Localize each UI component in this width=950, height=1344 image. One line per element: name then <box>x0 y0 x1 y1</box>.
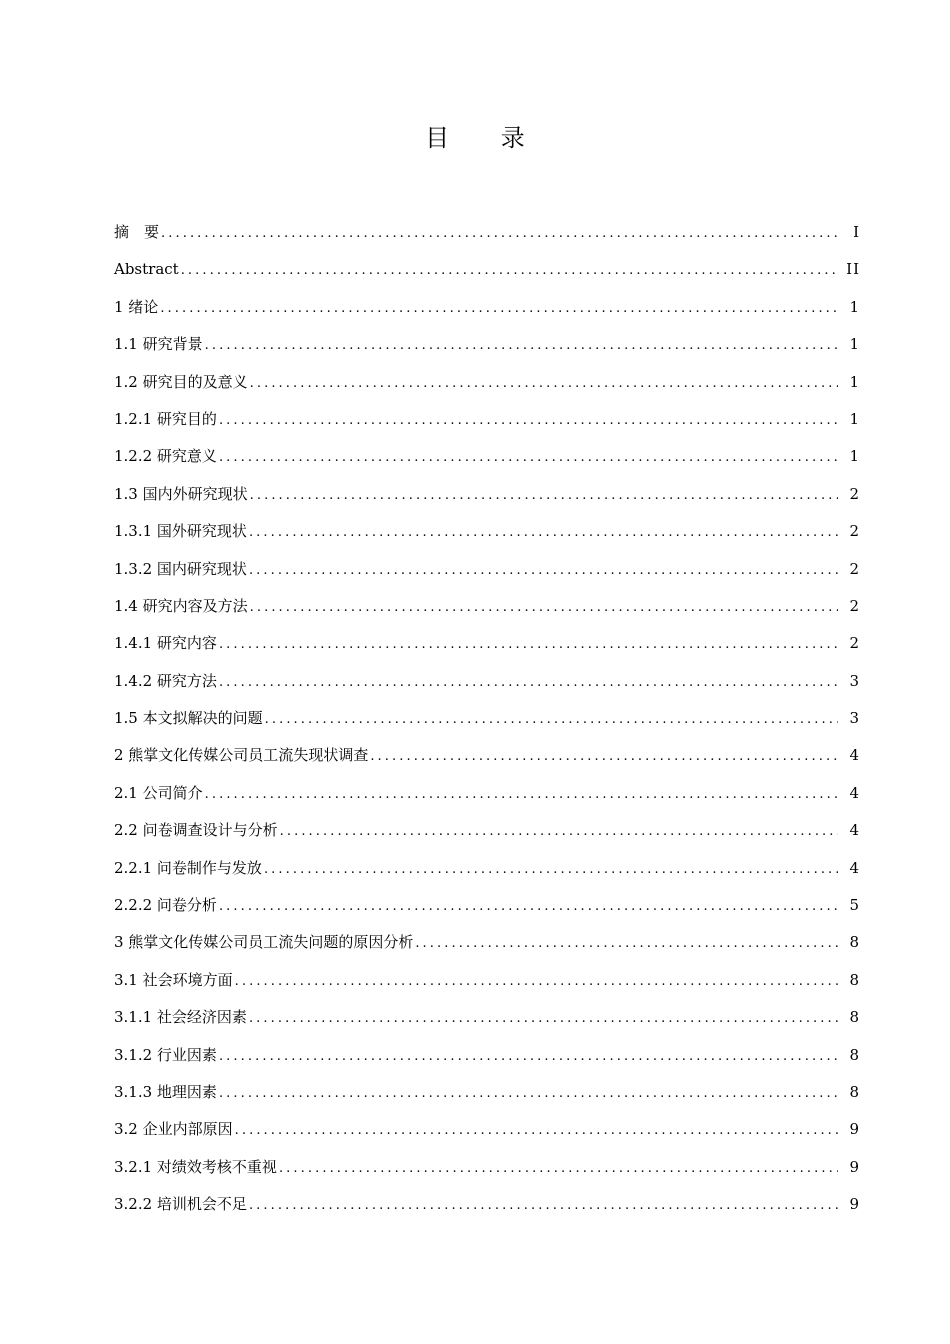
toc-entry[interactable] <box>114 625 860 662</box>
toc-dot-leader <box>280 813 838 850</box>
toc-entry-page: 2 <box>849 522 860 541</box>
toc-entry-page: 2 <box>849 596 860 615</box>
toc-entry-page: 4 <box>849 858 860 877</box>
toc-entry[interactable] <box>114 251 860 288</box>
toc-entry[interactable] <box>114 1149 860 1186</box>
toc-entry-page: I <box>853 223 860 241</box>
toc-entry-label: 1.1 研究背景 <box>114 335 203 354</box>
toc-dot-leader <box>219 664 838 701</box>
toc-dot-leader <box>205 776 838 813</box>
toc-entry[interactable] <box>114 962 860 999</box>
toc-dot-leader <box>235 963 838 1000</box>
toc-entry-label: 3.1 社会环境方面 <box>114 970 233 989</box>
toc-entry[interactable] <box>114 663 860 700</box>
toc-entry[interactable] <box>114 1186 860 1223</box>
toc-dot-leader <box>219 439 838 476</box>
toc-entry[interactable] <box>114 289 860 326</box>
toc-entry-label: Abstract <box>114 260 179 279</box>
toc-dot-leader <box>219 1075 838 1112</box>
toc-dot-leader <box>265 701 838 738</box>
toc-entry-label: 1.2.2 研究意义 <box>114 447 217 466</box>
toc-entry-label: 1.2 研究目的及意义 <box>114 372 248 391</box>
toc-entry[interactable] <box>114 513 860 550</box>
toc-dot-leader <box>249 552 838 589</box>
toc-entry-label: 3.1.3 地理因素 <box>114 1082 217 1101</box>
toc-entry-page: 1 <box>849 297 860 316</box>
toc-entry-label: 2.2.1 问卷制作与发放 <box>114 858 262 877</box>
toc-entry[interactable] <box>114 850 860 887</box>
toc-entry-page: 8 <box>849 1008 860 1027</box>
toc-entry-label: 1.4.2 研究方法 <box>114 671 217 690</box>
toc-dot-leader <box>250 589 838 626</box>
toc-entry-label: 1.4.1 研究内容 <box>114 634 217 653</box>
toc-entry[interactable] <box>114 326 860 363</box>
toc-entry-label: 1.3.2 国内研究现状 <box>114 559 247 578</box>
toc-dot-leader <box>219 1038 838 1075</box>
toc-entry-page: 8 <box>849 1045 860 1064</box>
toc-entry[interactable] <box>114 737 860 774</box>
toc-entry-label: 1.2.1 研究目的 <box>114 409 217 428</box>
toc-entry-label: 3.2 企业内部原因 <box>114 1120 233 1139</box>
toc-entry-label: 1.5 本文拟解决的问题 <box>114 709 263 728</box>
toc-entry-label: 2 熊掌文化传媒公司员工流失现状调查 <box>114 746 369 765</box>
toc-entry[interactable] <box>114 364 860 401</box>
toc-dot-leader <box>249 1000 838 1037</box>
toc-dot-leader <box>249 1187 838 1224</box>
toc-entry[interactable] <box>114 214 860 251</box>
toc-dot-leader <box>160 290 838 327</box>
toc-entry-page: 2 <box>849 559 860 578</box>
toc-dot-leader <box>219 888 838 925</box>
toc-entry-label: 3 熊掌文化传媒公司员工流失问题的原因分析 <box>114 933 414 952</box>
toc-entry[interactable] <box>114 924 860 961</box>
toc-entry[interactable] <box>114 700 860 737</box>
toc-dot-leader <box>415 925 838 962</box>
toc-entry-page: 9 <box>849 1195 860 1214</box>
toc-entry[interactable] <box>114 999 860 1036</box>
toc-entry-page: 9 <box>849 1157 860 1176</box>
toc-entry[interactable] <box>114 775 860 812</box>
toc-entry-page: 4 <box>849 821 860 840</box>
toc-dot-leader <box>235 1112 838 1149</box>
toc-entry-page: 2 <box>849 634 860 653</box>
toc-entry[interactable] <box>114 476 860 513</box>
toc-entry-label: 1.3 国内外研究现状 <box>114 484 248 503</box>
toc-entry-page: II <box>846 260 860 279</box>
toc-dot-leader <box>250 477 838 514</box>
toc-dot-leader <box>181 252 838 289</box>
toc-entry[interactable] <box>114 812 860 849</box>
toc-entry-label: 2.2.2 问卷分析 <box>114 896 217 915</box>
toc-entry-page: 8 <box>849 933 860 952</box>
toc-entry-label: 3.1.1 社会经济因素 <box>114 1008 247 1027</box>
toc-dot-leader <box>205 327 838 364</box>
toc-entry-label: 2.1 公司简介 <box>114 783 203 802</box>
page-title: 目 录 <box>425 124 547 152</box>
toc-entry-page: 4 <box>849 783 860 802</box>
toc-entry-label: 3.2.2 培训机会不足 <box>114 1195 247 1214</box>
toc-dot-leader <box>370 738 838 775</box>
toc-dot-leader <box>279 1150 838 1187</box>
toc-entry[interactable] <box>114 438 860 475</box>
toc-entry-page: 3 <box>849 671 860 690</box>
table-of-contents <box>114 214 860 1224</box>
toc-dot-leader <box>250 365 838 402</box>
toc-entry[interactable] <box>114 887 860 924</box>
toc-entry[interactable] <box>114 1074 860 1111</box>
toc-entry-label: 2.2 问卷调查设计与分析 <box>114 821 278 840</box>
toc-entry-page: 8 <box>849 970 860 989</box>
toc-entry[interactable] <box>114 1111 860 1148</box>
toc-entry-page: 1 <box>849 409 860 428</box>
toc-entry-label: 1.3.1 国外研究现状 <box>114 522 247 541</box>
toc-entry-label: 1 绪论 <box>114 297 159 316</box>
toc-entry-label: 3.1.2 行业因素 <box>114 1045 217 1064</box>
toc-entry-page: 8 <box>849 1082 860 1101</box>
toc-dot-leader <box>219 626 838 663</box>
toc-dot-leader <box>249 514 838 551</box>
toc-entry-page: 4 <box>849 746 860 765</box>
toc-entry-page: 1 <box>849 335 860 354</box>
toc-dot-leader <box>264 851 838 888</box>
toc-entry[interactable] <box>114 551 860 588</box>
toc-entry[interactable] <box>114 401 860 438</box>
toc-entry-page: 2 <box>849 484 860 503</box>
toc-entry-page: 3 <box>849 709 860 728</box>
toc-entry-page: 5 <box>849 896 860 915</box>
toc-dot-leader <box>219 402 838 439</box>
toc-entry-label: 摘 要 <box>114 223 160 241</box>
toc-entry-label: 1.4 研究内容及方法 <box>114 596 248 615</box>
toc-entry-label: 3.2.1 对绩效考核不重视 <box>114 1157 277 1176</box>
toc-entry[interactable] <box>114 588 860 625</box>
toc-entry-page: 9 <box>849 1120 860 1139</box>
toc-entry[interactable] <box>114 1037 860 1074</box>
toc-entry-page: 1 <box>849 372 860 391</box>
toc-dot-leader <box>161 215 838 252</box>
toc-entry-page: 1 <box>849 447 860 466</box>
